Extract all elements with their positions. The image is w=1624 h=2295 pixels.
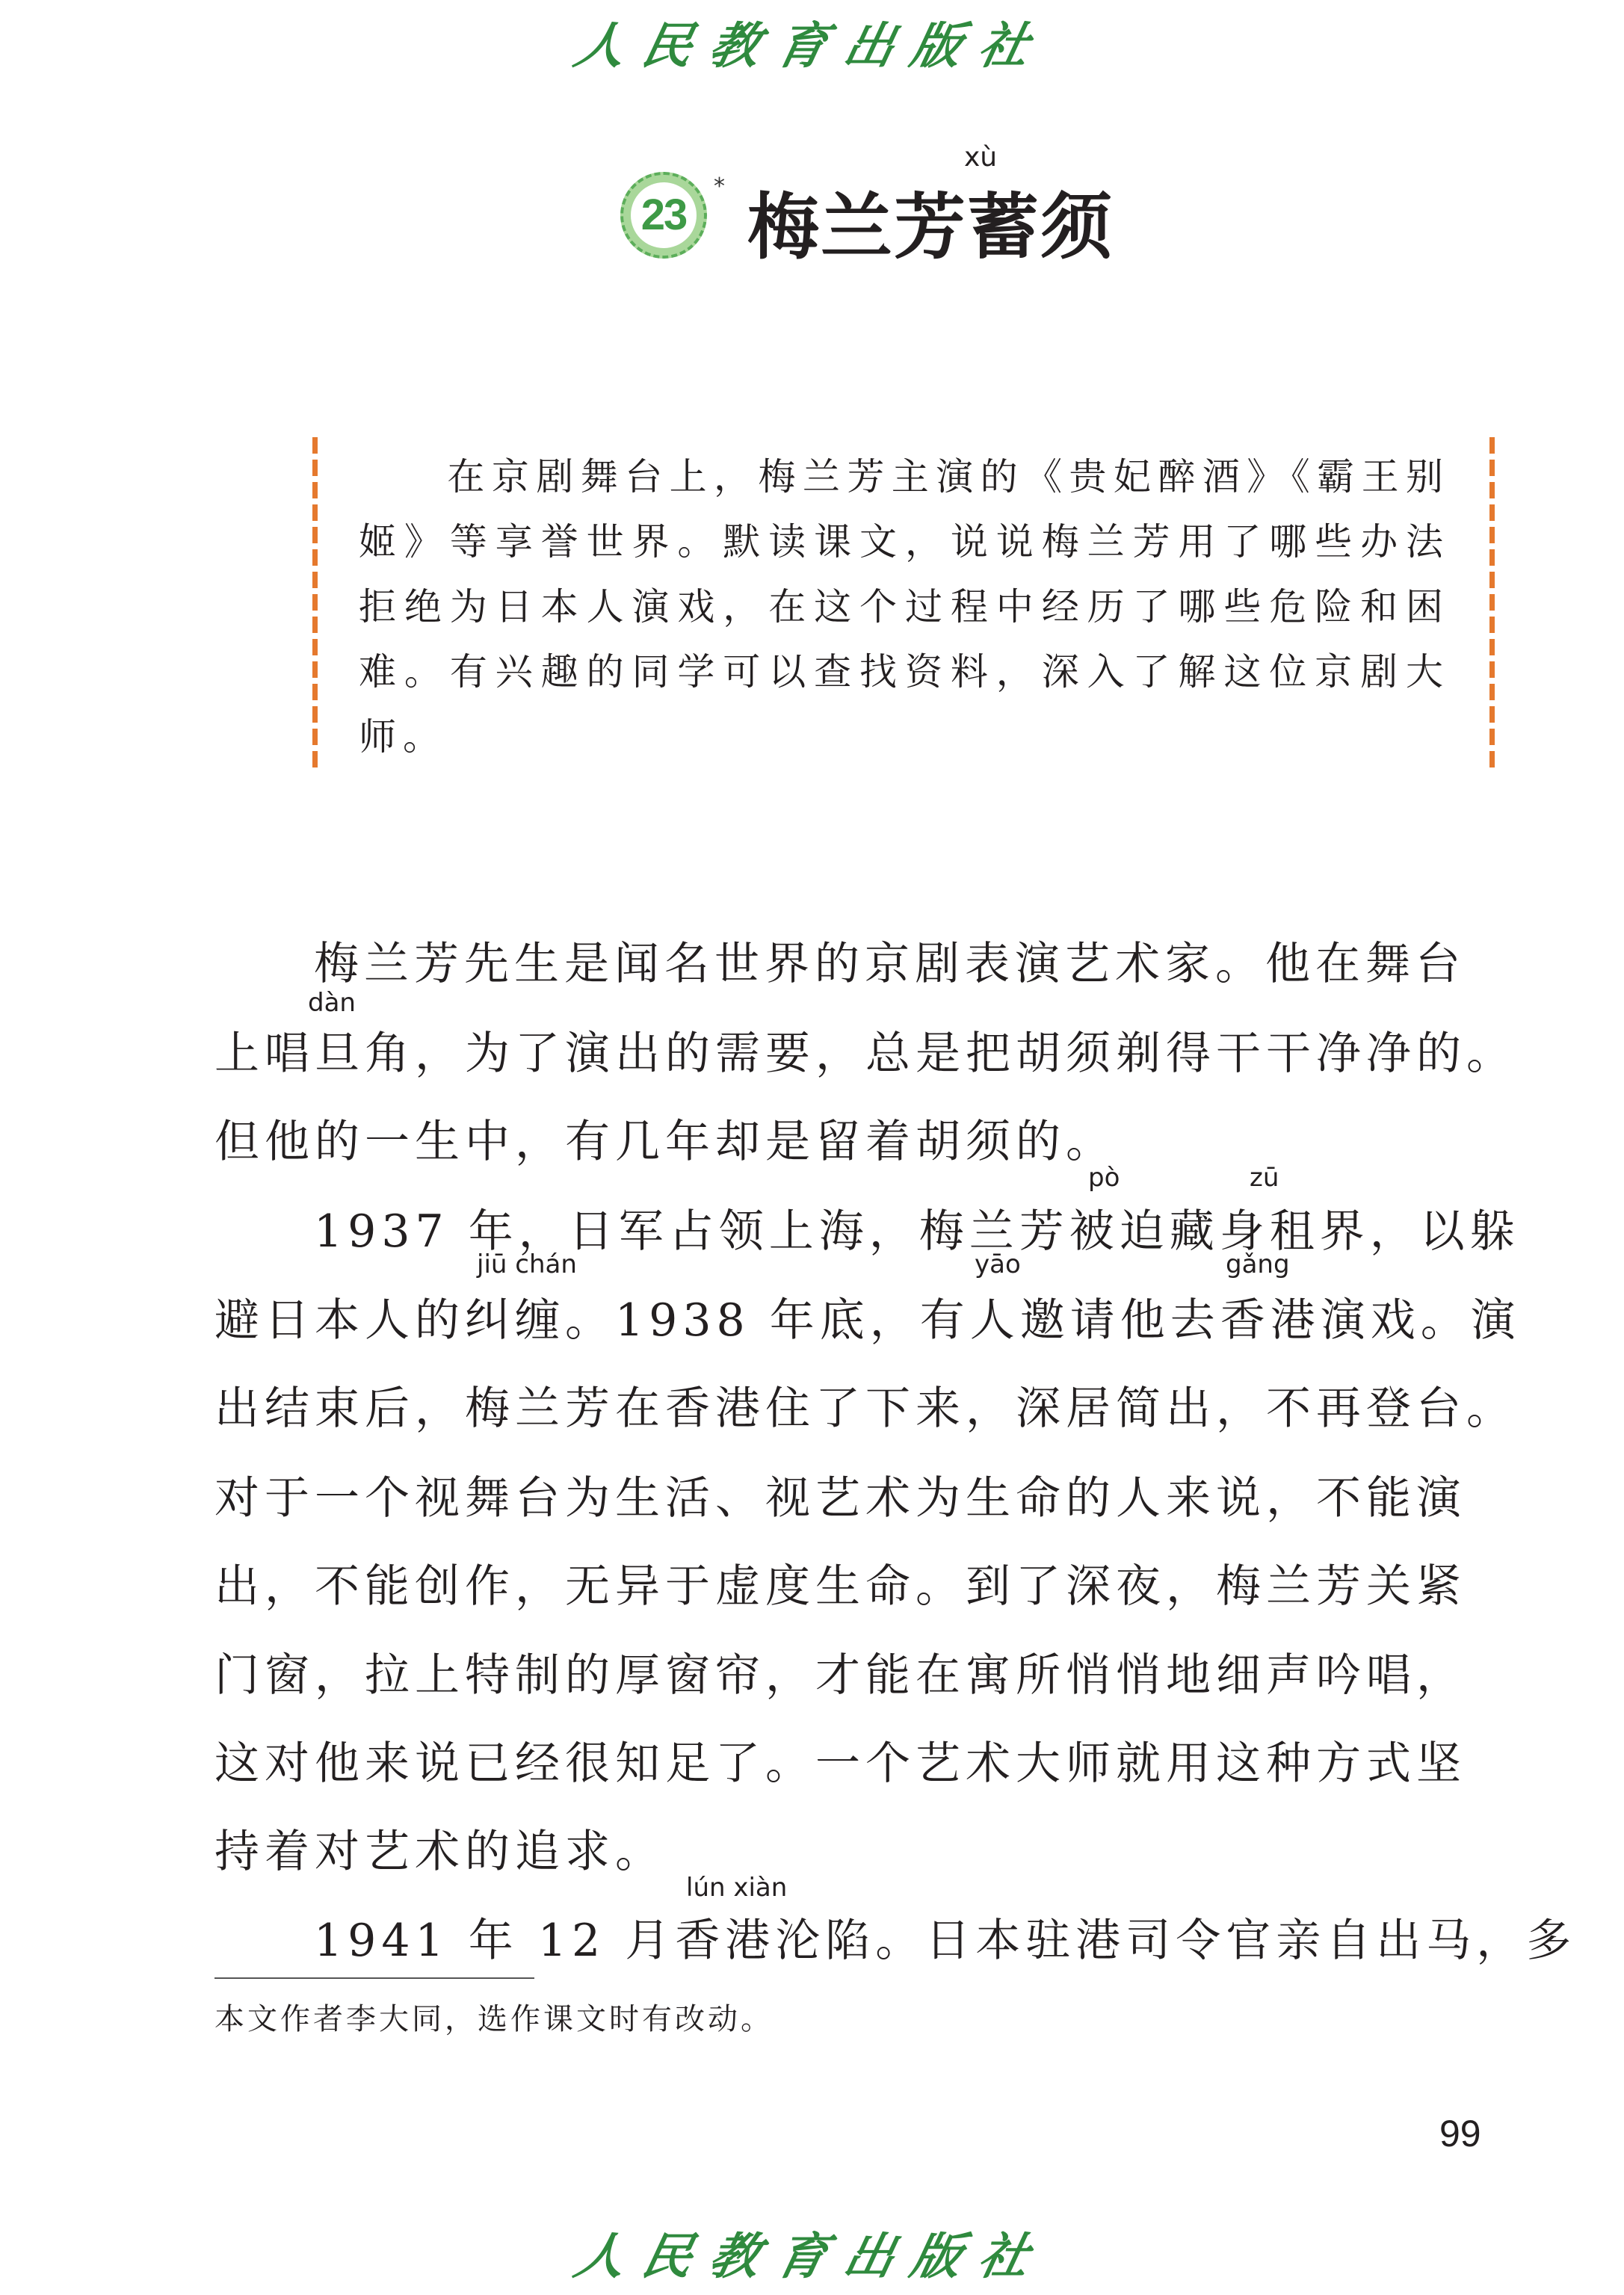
pinyin-annotation: zū <box>1250 1163 1279 1193</box>
body-line: 这对他来说已经很知足了。一个艺术大师就用这种方式坚 <box>214 1738 1466 1790</box>
lesson-number-badge <box>620 172 707 259</box>
body-line: 持着对艺术的追求。 <box>214 1826 665 1878</box>
pinyin-annotation: dàn <box>308 988 356 1018</box>
publisher-header: 人民教育出版社 <box>569 16 1053 75</box>
intro-box-left-border <box>312 437 318 767</box>
self-study-star: * <box>714 173 725 200</box>
title-pinyin: xù <box>964 142 998 173</box>
footnote-divider <box>214 1977 534 1979</box>
publisher-footer: 人民教育出版社 <box>569 2227 1053 2285</box>
intro-box-right-border <box>1489 437 1495 767</box>
body-line: 梅兰芳先生是闻名世界的京剧表演艺术家。他在舞台 <box>314 938 1466 990</box>
pinyin-annotation: lún xiàn <box>686 1873 788 1903</box>
body-line: 出，不能创作，无异于虚度生命。到了深夜，梅兰芳关紧 <box>214 1560 1466 1613</box>
body-line: 但他的一生中，有几年却是留着胡须的。 <box>214 1116 1116 1168</box>
pinyin-annotation: gǎng <box>1226 1250 1290 1279</box>
body-line: 1937 年，日军占领上海，梅兰芳被迫藏身租界，以躲 <box>314 1205 1520 1258</box>
lesson-intro-text: 在京剧舞台上，梅兰芳主演的《贵妃醉酒》《霸王别姬》等享誉世界。默读课文，说说梅兰芳用了哪些办法拒绝为日本人演戏，在这个过程中经历了哪些危险和困难。有兴趣的同学可以查找资料，深入了解这位京剧大师。 <box>359 455 1450 759</box>
footnote: 本文作者李大同，选作课文时有改动。 <box>214 2002 774 2036</box>
lesson-title: 梅兰芳蓄须 <box>747 185 1114 269</box>
body-line: 门窗，拉上特制的厚窗帘，才能在寓所悄悄地细声吟唱， <box>214 1649 1466 1702</box>
pinyin-annotation: jiū chán <box>477 1250 577 1279</box>
lesson-intro <box>359 445 1450 770</box>
body-line: 避日本人的纠缠。1938 年底，有人邀请他去香港演戏。演 <box>214 1294 1521 1347</box>
body-line: 1941 年 12 月香港沦陷。日本驻港司令官亲自出马，多 <box>314 1915 1577 1967</box>
lesson-number: 23 <box>631 182 697 248</box>
page-number: 99 <box>1439 2113 1481 2155</box>
body-line: 出结束后，梅兰芳在香港住了下来，深居简出，不再登台。 <box>214 1383 1516 1435</box>
pinyin-annotation: pò <box>1088 1163 1120 1193</box>
body-line: 对于一个视舞台为生活、视艺术为生命的人来说，不能演 <box>214 1472 1466 1525</box>
body-line: 上唱旦角，为了演出的需要，总是把胡须剃得干干净净的。 <box>214 1028 1516 1080</box>
pinyin-annotation: yāo <box>975 1250 1021 1279</box>
